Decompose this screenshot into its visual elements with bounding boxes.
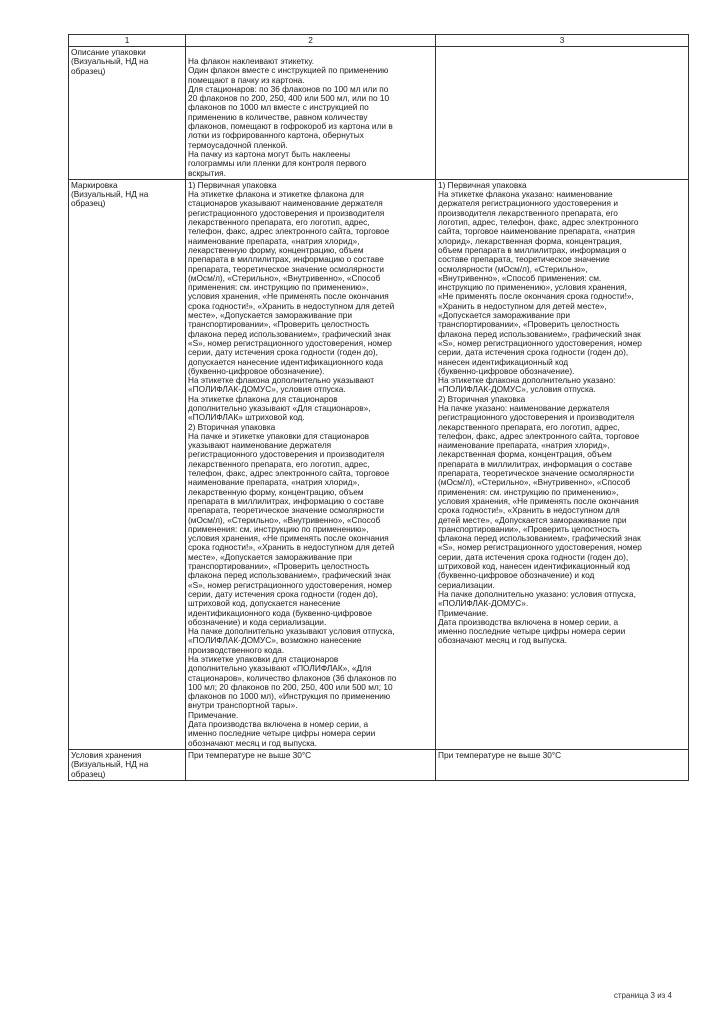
text-line: помещают в пачку из картона.	[188, 75, 305, 85]
text-line: условия хранения, «Не применять после окончания	[438, 496, 639, 506]
text-line: (мОсм/л), «Стерильно», «Внутривенно», «Способ	[188, 515, 381, 525]
text-line: На пачке указано: наименование держателя	[438, 403, 610, 413]
text-line: флакона перед использованием», графический знак	[438, 329, 641, 339]
text-line: наименование препарата, «натрия хлорид»,	[188, 478, 360, 488]
text-line: производственного кода.	[188, 645, 285, 655]
text-line: транспортировании», «Проверить целостность	[188, 320, 370, 330]
text-line: телефон, факс, адрес электронного сайта, торговое	[188, 227, 390, 237]
text-line: На пачке и этикетке упаковки для стационаров	[188, 431, 370, 441]
text-line: срока годности!», «Хранить в недоступном для детей	[188, 301, 395, 311]
row-package-description	[69, 47, 689, 180]
text-line: идентификационного кода (буквенно-цифровое	[188, 608, 373, 618]
text-line: допускается нанесение идентификационного кода	[188, 357, 384, 367]
text-line: препарата, теоретическое значение осмолярности	[188, 506, 384, 516]
text-line: стационаров», количество флаконов (36 флаконов по	[188, 673, 397, 683]
row-col3-text	[436, 179, 689, 749]
row-marking	[69, 179, 689, 749]
text-line: телефон, факс, адрес электронного сайта, торговое	[188, 469, 390, 479]
text-line: применения: см. инструкцию по применению»,	[438, 487, 619, 497]
header-col-3: 3	[436, 35, 689, 47]
text-line: (буквенно-цифровое обозначение) и код	[438, 571, 595, 581]
text-line: условия хранения, «Не применять после окончания	[188, 534, 389, 544]
text-line: «S», номер регистрационного удостоверения, номер	[438, 338, 642, 348]
text-line: «Не применять после окончания срока годности!»,	[438, 292, 634, 302]
text-line: серии, дату истечения срока годности (годен до),	[188, 348, 378, 358]
text-line: транспортировании», «Проверить целостность	[438, 524, 620, 534]
text-line: На пачке дополнительно указывают условия отпуска,	[188, 627, 395, 637]
text-line: Один флакон вместе с инструкцией по применению	[188, 66, 389, 76]
text-line: инструкцию по применению», условия хранения,	[438, 283, 627, 293]
text-line: применению в количестве, равном количеству	[188, 112, 368, 122]
text-line: На этикетке флакона дополнительно указывают	[188, 376, 375, 386]
text-line: серии, дату истечения срока годности (годен до),	[188, 589, 378, 599]
text-line: «ПОЛИФЛАК-ДОМУС».	[438, 599, 529, 609]
text-line: Условия хранения	[71, 750, 142, 760]
text-line: препарата в миллилитрах, информация о составе	[438, 459, 633, 469]
text-line: При температуре не выше 30°С	[188, 750, 312, 760]
text-line: «ПОЛИФЛАК-ДОМУС», условия отпуска.	[438, 385, 596, 395]
text-line: лекарственного препарата, его логотип, адрес,	[188, 218, 370, 228]
text-line: нанесен идентификационный код	[438, 357, 569, 367]
text-line: На этикетке флакона для стационаров	[188, 394, 338, 404]
text-line: объем препарата в миллилитрах, информация о	[438, 245, 627, 255]
text-line: «S», номер регистрационного удостоверения, номер	[438, 543, 642, 553]
header-col-1: 1	[69, 35, 186, 47]
text-line: лекарственного препарата, его логотип, адрес,	[188, 459, 370, 469]
text-line: лекарственного препарата, его логотип, адрес,	[438, 422, 620, 432]
text-line: На этикетке флакона и этикетке флакона для	[188, 190, 364, 200]
text-line: (Визуальный, НД на	[71, 760, 149, 770]
text-line: сайта, торговое наименование препарата, «натрия	[438, 227, 635, 237]
text-line: месте», «Допускается замораживание при	[188, 311, 353, 321]
text-line: На этикетке флакона дополнительно указано:	[438, 376, 616, 386]
page-number: страница 3 из 4	[613, 991, 672, 1000]
text-line: лотки из гофрированного картона, обернутых	[188, 131, 364, 141]
text-line: На этикетке упаковки для стационаров	[188, 655, 339, 664]
text-line: штриховой код, допускается нанесение	[188, 599, 341, 609]
text-line: штриховой код, нанесен идентификационный код	[438, 562, 630, 572]
text-line: срока годности!», «Хранить в недоступном для	[438, 506, 620, 516]
text-line: (Визуальный, НД на	[71, 190, 149, 200]
text-line: обозначают месяц и год выпуска.	[438, 636, 567, 646]
text-line: (Визуальный, НД на	[71, 57, 149, 67]
text-line: Маркировка	[71, 180, 118, 190]
text-line: обозначают месяц и год выпуска.	[188, 738, 317, 748]
text-line	[188, 48, 433, 57]
text-line: образец)	[71, 66, 106, 76]
table-header-row	[69, 35, 689, 47]
text-line: вскрытия.	[188, 168, 226, 178]
text-line: сериализации.	[438, 580, 495, 590]
text-line: образец)	[71, 199, 106, 209]
text-line: 2) Вторичная упаковка	[438, 394, 526, 404]
text-line: голограммы или пленки для контроля первого	[188, 159, 367, 169]
text-line: 100 мл; 20 флаконов по 200, 250, 400 или 500 мл; 10	[188, 682, 393, 692]
text-line: На этикетке флакона указано: наименование	[438, 190, 613, 200]
text-line: «Внутривенно», «Способ применения: см.	[438, 273, 602, 283]
text-line: «ПОЛИФЛАК-ДОМУС», возможно нанесение	[188, 636, 362, 646]
text-line: дополнительно указывают «Для стационаров»,	[188, 403, 371, 413]
text-line: наименование препарата, «натрия хлорид»,	[188, 236, 360, 246]
text-line: «ПОЛИФЛАК» штриховой код.	[188, 413, 305, 423]
text-line: внутри транспортной тары».	[188, 701, 298, 711]
text-line: (мОсм/л), «Стерильно», «Внутривенно», «Способ	[188, 273, 381, 283]
row-col2-text	[186, 179, 436, 749]
text-line: держателя регистрационного удостоверения и	[438, 199, 618, 209]
header-col-2: 2	[186, 35, 436, 47]
text-line: регистрационного удостоверения и производителя	[188, 450, 385, 460]
text-line: производителя лекарственного препарата, его	[438, 208, 618, 218]
row-col3-text	[436, 47, 689, 180]
row-col3-text	[436, 749, 689, 780]
text-line: именно последние четыре цифры номера серии	[188, 729, 376, 739]
text-line: «S», номер регистрационного удостоверения, номер	[188, 580, 392, 590]
text-line: препарата в миллилитрах, информацию о составе	[188, 255, 384, 265]
text-line: применения: см. инструкцию по применению»,	[188, 524, 369, 534]
text-line: именно последние четыре цифры номера серии	[438, 627, 626, 637]
text-line: серии, дата истечения срока годности (годен до),	[438, 348, 629, 358]
text-line: образец)	[71, 769, 106, 779]
text-line: 20 флаконов по 200, 250, 400 или 500 мл, или по 10	[188, 94, 390, 104]
text-line: Описание упаковки	[71, 48, 146, 57]
text-line: (буквенно-цифровое обозначение).	[188, 366, 325, 376]
text-line: транспортировании», «Проверить целостность	[188, 562, 370, 572]
text-line: обозначение) и кода сериализации.	[188, 617, 327, 627]
text-line: флаконов по 1000 мл вместе с инструкцией по	[188, 103, 369, 113]
text-line: логотип, адрес, телефон, факс, адрес электронного	[438, 218, 639, 228]
text-line: лекарственную форму, концентрацию, объем	[188, 245, 364, 255]
specification-table	[68, 34, 689, 781]
text-line: флакона перед использованием», графический знак	[188, 329, 391, 339]
row-label	[69, 179, 186, 749]
row-col2-text	[186, 47, 436, 180]
text-line: хлорид», лекарственная форма, концентрация,	[438, 236, 622, 246]
text-line: На пачке дополнительно указано: условия отпуска,	[438, 589, 636, 599]
text-line: (буквенно-цифровое обозначение).	[438, 366, 575, 376]
text-line: На флакон наклеивают этикетку.	[188, 57, 315, 66]
text-line: лекарственную форму, концентрацию, объем	[188, 487, 364, 497]
text-line: «ПОЛИФЛАК-ДОМУС», условия отпуска.	[188, 385, 346, 395]
text-line: срока годности!», «Хранить в недоступном для детей	[188, 543, 395, 553]
text-line: детей месте», «Допускается замораживание при	[438, 515, 627, 525]
text-line: указывают наименование держателя	[188, 441, 332, 451]
row-label	[69, 749, 186, 780]
text-line: При температуре не выше 30°С	[438, 750, 562, 760]
text-line: стационаров указывают наименование держателя	[188, 199, 383, 209]
text-line: дополнительно указывают «ПОЛИФЛАК», «Для	[188, 664, 372, 674]
text-line: транспортировании», «Проверить целостность	[438, 320, 620, 330]
text-line: наименование препарата, «натрия хлорид»,	[438, 441, 610, 451]
row-storage-conditions	[69, 749, 689, 780]
text-line: «Допускается замораживание при	[438, 311, 571, 321]
text-line: телефон, факс, адрес электронного сайта, торговое	[438, 431, 640, 441]
text-line: флаконов, помещают в гофрокороб из картона или в	[188, 122, 393, 132]
text-line: 1) Первичная упаковка	[188, 180, 277, 190]
text-line: регистрационного удостоверения и производителя	[438, 413, 635, 423]
text-line: (мОсм/л), «Стерильно», «Внутривенно», «Способ	[438, 478, 631, 488]
text-line: препарата, теоретическое значение осмолярности	[438, 469, 634, 479]
text-line: Для стационаров: по 36 флаконов по 100 мл или по	[188, 84, 389, 94]
text-line: флаконов по 1000 мл), «Инструкция по применению	[188, 692, 391, 702]
text-line: флакона перед использованием», графический знак	[188, 571, 391, 581]
text-line: месте», «Допускается замораживание при	[188, 552, 353, 562]
row-label	[69, 47, 186, 180]
text-line: На пачку из картона могут быть наклеены	[188, 149, 351, 159]
text-line: лекарственная форма, концентрация, объем	[438, 450, 612, 460]
text-line: составе препарата, теоретическое значение	[438, 255, 610, 265]
text-line: препарата, теоретическое значение осмолярности	[188, 264, 384, 274]
text-line: серии, дата истечения срока годности (годен до),	[438, 552, 629, 562]
row-col2-text	[186, 749, 436, 780]
text-line: препарата в миллилитрах, информацию о составе	[188, 496, 384, 506]
text-line: «S», номер регистрационного удостоверения, номер	[188, 338, 392, 348]
text-line: условия хранения, «Не применять после окончания	[188, 292, 389, 302]
text-line: применения: см. инструкцию по применению»,	[188, 283, 369, 293]
text-line: осмолярности (мОсм/л), «Стерильно»,	[438, 264, 588, 274]
text-line: «Хранить в недоступном для детей месте»,	[438, 301, 607, 311]
text-line: Дата производства включена в номер серии, а	[188, 720, 369, 730]
text-line: регистрационного удостоверения и производителя	[188, 208, 385, 218]
text-line: 1) Первичная упаковка	[438, 180, 527, 190]
text-line: флакона перед использованием», графический знак	[438, 534, 641, 544]
text-line: Дата производства включена в номер серии, а	[438, 617, 619, 627]
text-line: Примечание.	[438, 608, 489, 618]
text-line: термоусадочной пленкой.	[188, 140, 288, 150]
text-line: 2) Вторичная упаковка	[188, 422, 276, 432]
text-line: Примечание.	[188, 710, 239, 720]
